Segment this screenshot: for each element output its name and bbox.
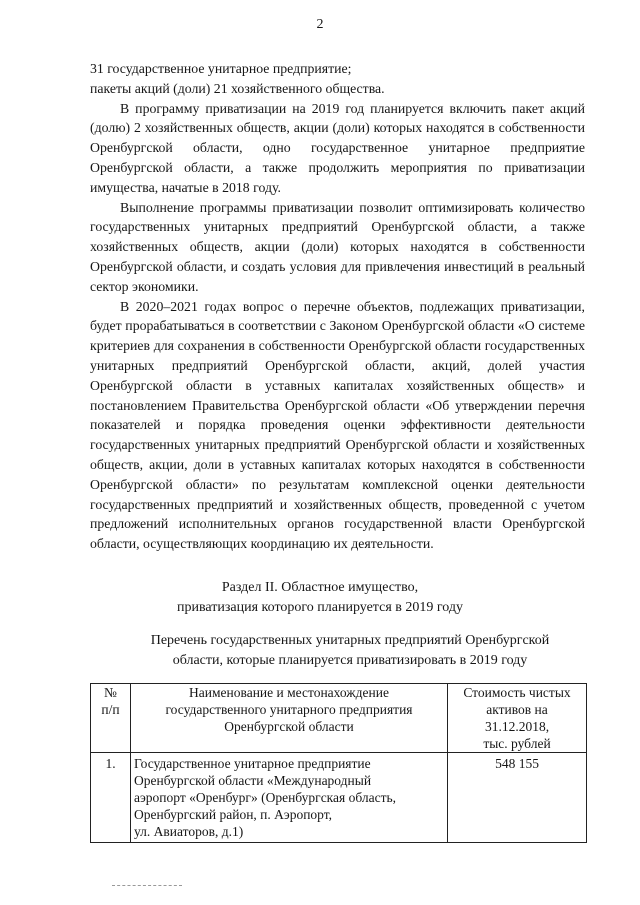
section-heading-line: приватизация которого планируется в 2019 году — [177, 599, 463, 615]
section-heading-line: Раздел II. Областное имущество, — [221, 580, 419, 595]
section-heading — [0, 578, 640, 618]
header-value: Стоимость чистых активов на 31.12.2018, тыс. рублей — [448, 684, 587, 753]
body-text — [90, 59, 585, 554]
list-heading-line: Перечень государственных унитарных предприятий Оренбургской — [150, 633, 550, 648]
page-number: 2 — [316, 17, 324, 32]
header-number: № п/п — [91, 684, 131, 753]
row-number: 1. — [91, 753, 131, 843]
paragraph: пакеты акций (доли) 21 хозяйственного общества. — [90, 80, 385, 96]
row-value: 548 155 — [448, 753, 587, 843]
paragraph: Выполнение программы приватизации позволит оптимизировать количество государственных унитарных предприятий Оренбургской области, а также хозяйственных обществ, акции (доли) которых находятся в собственности Оренбургской области, и создать условия для привлечения инвестиций в реальный сектор экономики. — [90, 199, 585, 294]
row-name: Государственное унитарное предприятие Оренбургской области «Международный аэропорт «Оренбург» (Оренбургская область, Оренбургский район, п. Аэропорт, ул. Авиаторов, д.1) — [131, 753, 448, 843]
enterprise-table — [90, 683, 587, 843]
table-header-row — [91, 684, 587, 753]
paragraph: В программу приватизации на 2019 год планируется включить пакет акций (долю) 2 хозяйственных обществ, акции (доли) которых находятся в собственности Оренбургской области, одно государственное унитарное предприятие Оренбургской области, а также продолжить мероприятия по приватизации имущества, начатые в 2018 году. — [90, 100, 585, 195]
list-heading-line: области, которые планируется приватизировать в 2019 году — [172, 652, 528, 668]
paragraph: 31 государственное унитарное предприятие; — [90, 61, 352, 76]
table-row — [91, 753, 587, 843]
list-heading — [65, 631, 635, 671]
paragraph: В 2020–2021 годах вопрос о перечне объектов, подлежащих приватизации, будет прорабатываться в соответствии с Законом Оренбургской области «О системе критериев для сохранения в собственности Оренбургской области государственных унитарных предприятий Оренбургской области, акций, долей участия Оренбургской области в уставных капиталах хозяйственных обществ» и постановлением Правительства Оренбургской области «Об утверждении перечня показателей и порядка проведения оценки эффективности деятельности государственных унитарных предприятий Оренбургской области и хозяйственных обществ, акции, доли в уставных капиталах которых находятся в собственности Оренбургской области» по результатам комплексной оценки деятельности государственных предприятий и хозяйственных обществ, проведенной с учетом предложений исполнительных органов государственной власти Оренбургской области, осуществляющих координацию их деятельности. — [90, 298, 585, 552]
header-name: Наименование и местонахождение государственного унитарного предприятия Оренбургской области — [131, 684, 448, 753]
scan-artifact — [112, 885, 182, 888]
